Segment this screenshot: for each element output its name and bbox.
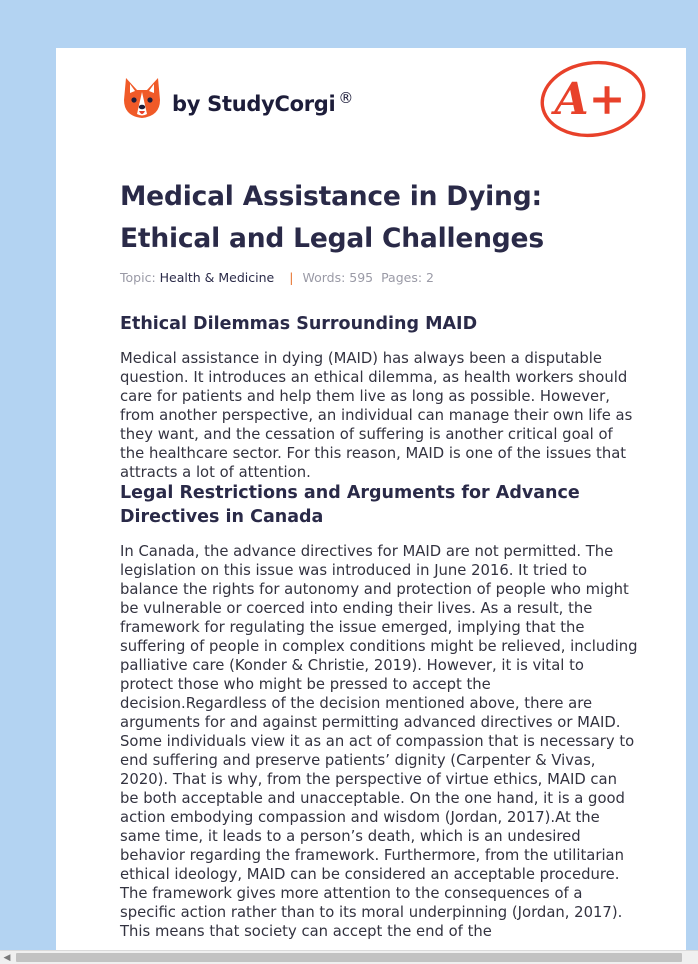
page-title: Medical Assistance in Dying: Ethical and Legal Challenges	[120, 181, 544, 254]
word-count: Words: 595	[302, 270, 374, 285]
scrollbar-thumb[interactable]	[16, 953, 682, 962]
meta-separator: |	[289, 270, 294, 285]
corgi-icon	[122, 76, 162, 120]
horizontal-scrollbar[interactable]	[0, 950, 698, 964]
scroll-left-icon[interactable]: ◀	[3, 952, 11, 963]
section-heading-ethical-dilemmas: Ethical Dilemmas Surrounding MAID	[120, 314, 478, 334]
topic-label: Topic:	[120, 270, 156, 285]
document-page	[56, 48, 686, 964]
section-body-ethical-dilemmas: Medical assistance in dying (MAID) has always been a disputable question. It introduces an ethical dilemma, as health workers should care for patients and help them live as long as possible. However, from another perspective, an individual can manage their own life as they want, and the cessation of suffering is another critical goal of the healthcare sector. For this reason, MAID is one of the issues that attracts a lot of attention.	[120, 350, 633, 481]
section-heading-legal-restrictions: Legal Restrictions and Arguments for Advance Directives in Canada	[120, 483, 580, 527]
document-meta	[120, 270, 434, 285]
section-body-legal-restrictions: In Canada, the advance directives for MAID are not permitted. The legislation on this issue was introduced in June 2016. It tried to balance the rights for autonomy and protection of people who might be vulnerable or coerced into ending their lives. As a result, the framework for regulating the issue emerged, implying that the suffering of people in complex conditions might be relieved, including palliative care (Konder & Christie, 2019). However, it is vital to protect those who might be pressed to accept the decision.Regardless of the decision mentioned above, there are arguments for and against permitting advanced directives or MAID. Some individuals view it as an act of compassion that is necessary to end suffering and preserve patients’ dignity (Carpenter & Vivas, 2020). That is why, from the perspective of virtue ethics, MAID can be both acceptable and unacceptable. On the one hand, it is a good action embodying compassion and wisdom (Jordan, 2017).At the same time, it leads to a person’s death, which is an undesired behavior regarding the framework. Furthermore, from the utilitarian ethical ideology, MAID can be considered an acceptable procedure. The framework gives more attention to the consequences of a specific action rather than to its moral underpinning (Jordan, 2017). This means that society can accept the end of the	[120, 543, 638, 940]
page-count: Pages: 2	[381, 270, 434, 285]
brand-name: by StudyCorgi ®	[172, 88, 354, 116]
topic-link[interactable]: Health & Medicine	[159, 270, 275, 285]
grade-badge	[538, 60, 650, 144]
grade-text: A+	[554, 74, 626, 125]
studycorgi-logo[interactable]	[122, 76, 353, 120]
